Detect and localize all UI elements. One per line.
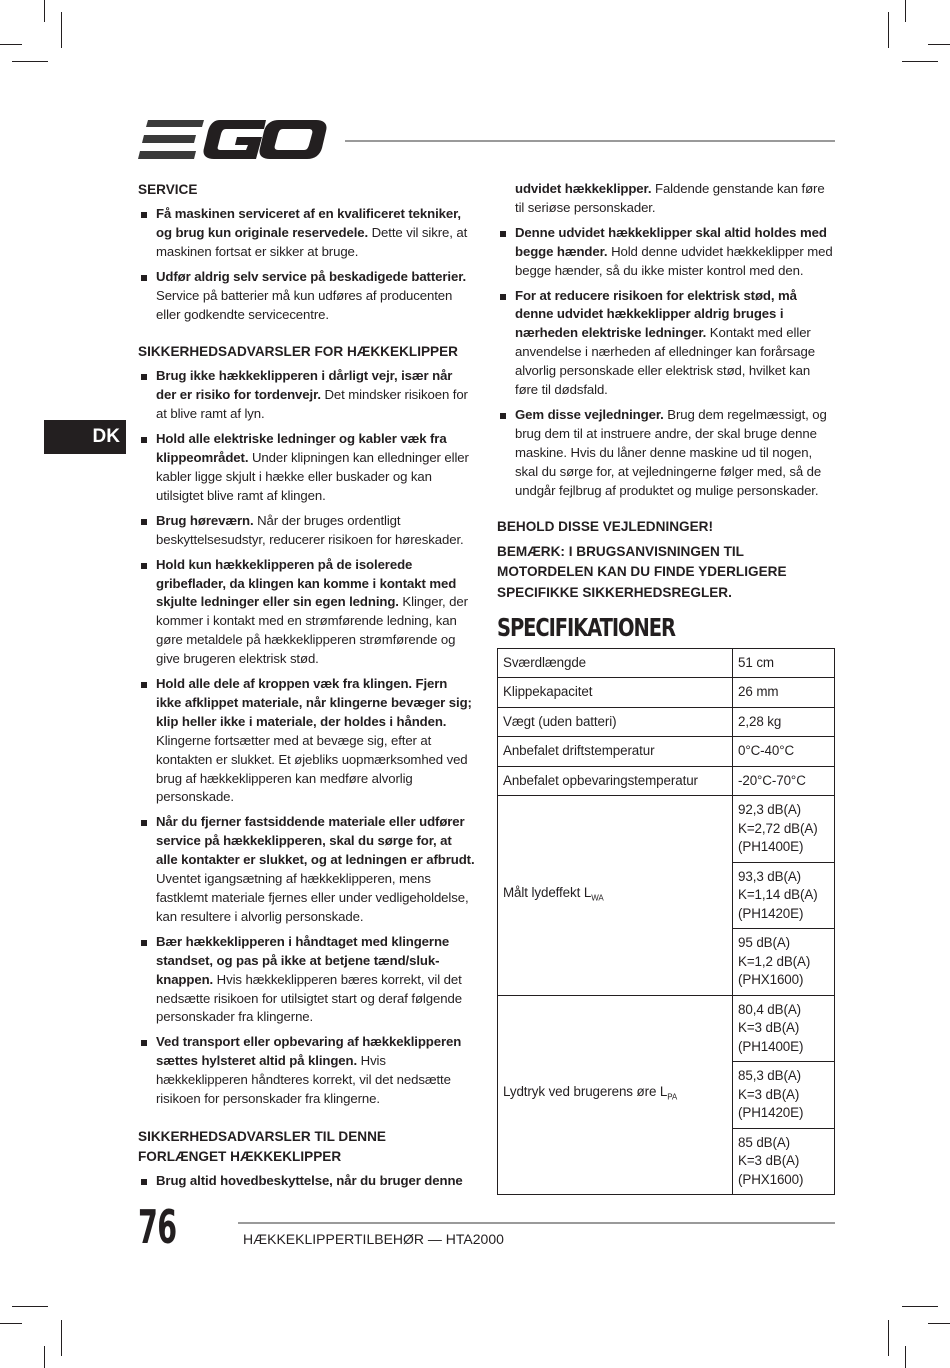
list-item: Når du fjerner fastsiddende materiale eller udfører service på hækkeklipperen, skal du sørge for, at alle kontakter er slukket, og at ledningen er afbrudt. Uventet igangsætning af hækkeklipperen, mens fastklemt materiale fjernes eller under vedligeholdelse, kan resultere i alvorlig personskade. — [138, 813, 476, 926]
spec-value: 80,4 dB(A) K=3 dB(A) (PH1400E) — [733, 995, 835, 1062]
spec-value: 2,28 kg — [733, 707, 835, 737]
list-item: Ved transport eller opbevaring af hækkeklipperen sættes hylsteret altid på klingen. Hvis hækkeklipperen håndteres korrekt, vil det nedsætte risikoen for personskader fra klingerne. — [138, 1033, 476, 1109]
crop-mark — [61, 12, 62, 48]
list-item: Brug altid hovedbeskyttelse, når du bruger denne — [138, 1172, 476, 1191]
crop-mark — [905, 0, 906, 22]
list-item: Få maskinen serviceret af en kvalificeret tekniker, og brug kun originale reservedele. Dette vil sikre, at maskinen fortsat er sikker at bruge. — [138, 205, 476, 262]
list-item: Brug høreværn. Når der bruges ordentligt beskyttelsesudstyr, reducerer risikoen for høreskader. — [138, 512, 476, 550]
crop-mark — [888, 12, 889, 48]
spec-label: Anbefalet opbevaringstemperatur — [498, 766, 733, 796]
list-item: Brug ikke hækkeklipperen i dårligt vejr, især når der er risiko for tordenvejr. Det mindsker risikoen for at blive ramt af lyn. — [138, 367, 476, 424]
list-item: Hold alle elektriske ledninger og kabler væk fra klippeområdet. Under klipningen kan elledninger eller kabler ligge skjult i hække eller buskader og kan utilsigtet blive ramt af klingen. — [138, 430, 476, 506]
ego-logo — [138, 118, 328, 162]
crop-mark — [12, 61, 48, 62]
footer-title: HÆKKEKLIPPERTILBEHØR — HTA2000 — [243, 1231, 504, 1247]
table-row — [498, 737, 835, 767]
language-tab: DK — [44, 420, 126, 454]
list-item: Hold alle dele af kroppen væk fra klingen. Fjern ikke afklippet materiale, når klingerne bevæger sig; klip heller ikke i materiale, der holdes i hånden. Klingerne fortsætter med at bevæge sig, efter at kontakten er slukket. Et øjebliks uopmærksomhed ved brug af hækkeklipperen kan medføre alvorlig personskade. — [138, 675, 476, 807]
footer-rule — [238, 1222, 835, 1224]
spec-label-sound-pressure: Lydtryk ved brugerens øre $L_{PA}$ — [498, 995, 733, 1195]
hedge-warnings-list — [138, 367, 476, 1109]
crop-mark — [928, 1323, 950, 1324]
keep-instructions: BEHOLD DISSE VEJLEDNINGER! — [497, 518, 714, 534]
spec-value: 93,3 dB(A) K=1,14 dB(A) (PH1420E) — [733, 862, 835, 929]
crop-mark — [44, 0, 45, 22]
list-item: Udfør aldrig selv service på beskadigede batterier. Service på batterier må kun udføres af producenten eller godkendte servicecentre. — [138, 268, 476, 325]
crop-mark — [928, 44, 950, 45]
left-column — [138, 180, 476, 1197]
spec-value: 85,3 dB(A) K=3 dB(A) (PH1420E) — [733, 1062, 835, 1129]
list-item-continued: udvidet hækkeklipper. Faldende genstande kan føre til seriøse personskader. — [515, 181, 825, 215]
specs-title: SPECIFIKATIONER — [497, 613, 675, 642]
list-item: Bær hækkeklipperen i håndtaget med klingerne standset, og pas på ikke at betjene tænd/sluk-knappen. Hvis hækkeklipperen bæres korrekt, vil det nedsætte risikoen for utilsigtet start og deraf følgende personskader fra klingerne. — [138, 933, 476, 1028]
table-row — [498, 707, 835, 737]
right-column — [497, 180, 835, 1195]
list-item: Gem disse vejledninger. Brug dem regelmæssigt, og brug dem til at instruere andre, der skal bruge denne maskine. Hvis du låner denne maskine ud til nogen, skal du sørge for, at vejledningerne følger med, så de undgår fejlbrug af produktet og mulige personskader. — [497, 406, 835, 501]
spec-value: 26 mm — [733, 678, 835, 708]
spec-label-sound-power: Målt lydeffekt $L_{WA}$ — [498, 796, 733, 996]
note-heading: BEMÆRK: I BRUGSANVISNINGEN TIL MOTORDELEN KAN DU FINDE YDERLIGERE SPECIFIKKE SIKKERHEDSREGLER. — [497, 543, 787, 600]
crop-mark — [0, 44, 22, 45]
crop-mark — [902, 61, 938, 62]
crop-mark — [12, 1306, 48, 1307]
crop-mark — [44, 1346, 45, 1368]
table-row — [498, 678, 835, 708]
table-row — [498, 796, 835, 863]
header-rule — [345, 140, 835, 142]
extended-warnings-list-continued — [497, 180, 835, 501]
spec-label: Klippekapacitet — [498, 678, 733, 708]
spec-value: 0°C-40°C — [733, 737, 835, 767]
table-row — [498, 995, 835, 1062]
crop-mark — [888, 1320, 889, 1356]
crop-mark — [0, 1323, 22, 1324]
specs-table — [497, 648, 835, 1196]
service-heading: SERVICE — [138, 182, 198, 197]
crop-mark — [902, 1306, 938, 1307]
spec-label: Vægt (uden batteri) — [498, 707, 733, 737]
list-item: Denne udvidet hækkeklipper skal altid holdes med begge hænder. Hold denne udvidet hækkeklipper med begge hænder, så du ikke mister kontrol med den. — [497, 224, 835, 281]
service-list — [138, 205, 476, 324]
extended-warnings-heading: SIKKERHEDSADVARSLER TIL DENNE FORLÆNGET HÆKKEKLIPPER — [138, 1128, 386, 1164]
list-item: Hold kun hækkeklipperen på de isolerede gribeflader, da klingen kan komme i kontakt med skjulte ledninger eller sin egen ledning. Klinger, der kommer i kontakt med en strømførende ledning, kan gøre metaldele på hækkeklipperen strømførende og give brugeren elektrisk stød. — [138, 556, 476, 669]
list-item: For at reducere risikoen for elektrisk stød, må denne udvidet hækkeklipper aldrig bruges i nærheden elektriske ledninger. Kontakt med eller anvendelse i nærheden af elledninger kan forårsage alvorlig personskade eller elektrisk stød, hvilket kan føre til dødsfald. — [497, 287, 835, 400]
hedge-warnings-heading: SIKKERHEDSADVARSLER FOR HÆKKEKLIPPER — [138, 344, 458, 360]
spec-value: -20°C-70°C — [733, 766, 835, 796]
spec-label: Sværdlængde — [498, 648, 733, 678]
crop-mark — [905, 1346, 906, 1368]
spec-value: 51 cm — [733, 648, 835, 678]
table-row — [498, 766, 835, 796]
crop-mark — [61, 1320, 62, 1356]
spec-value: 85 dB(A) K=3 dB(A) (PHX1600) — [733, 1128, 835, 1195]
spec-label: Anbefalet driftstemperatur — [498, 737, 733, 767]
spec-value: 92,3 dB(A) K=2,72 dB(A) (PH1400E) — [733, 796, 835, 863]
page-number: 76 — [138, 1200, 177, 1254]
extended-warnings-list — [138, 1172, 476, 1191]
table-row — [498, 648, 835, 678]
spec-value: 95 dB(A) K=1,2 dB(A) (PHX1600) — [733, 929, 835, 996]
